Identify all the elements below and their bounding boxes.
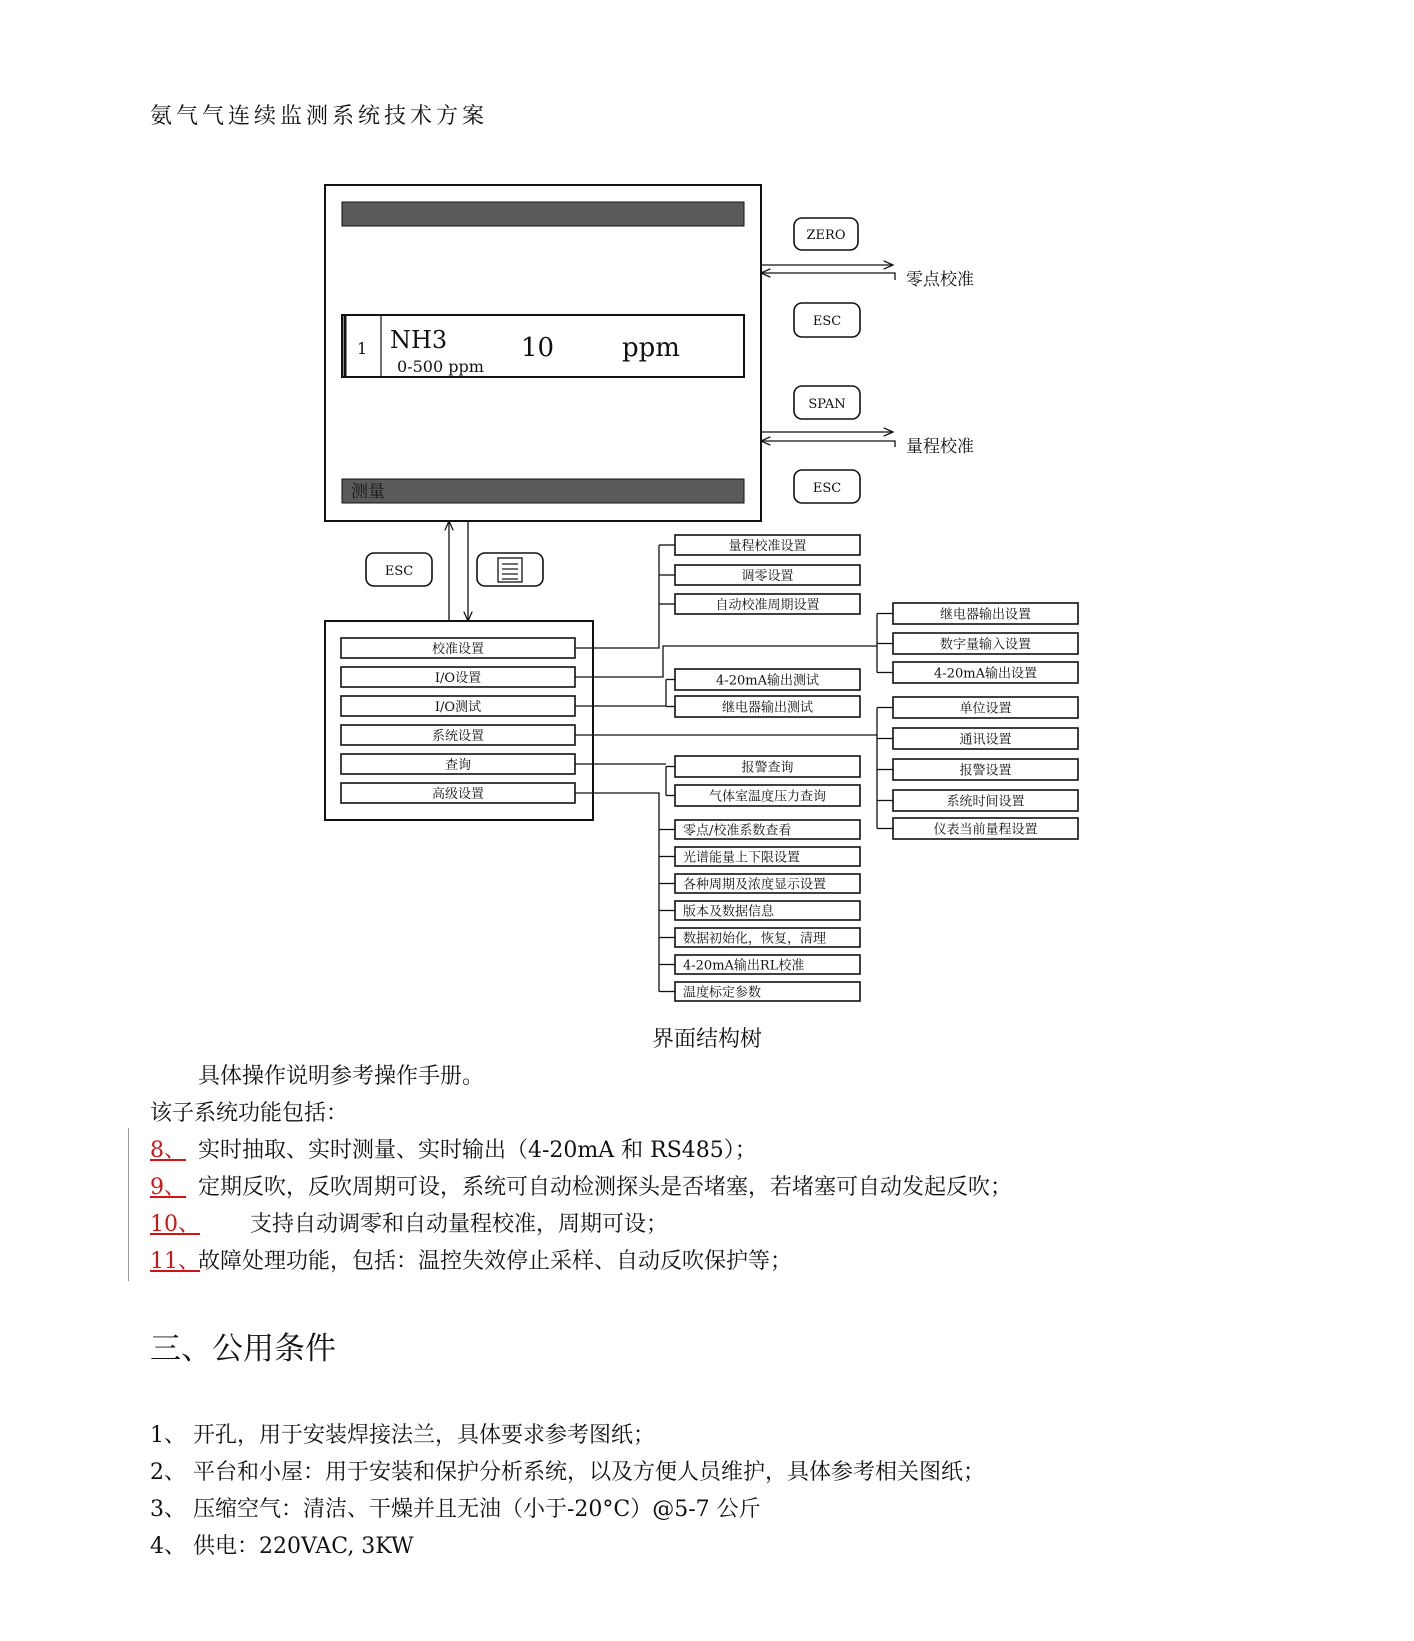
- submenu-advanced-item[interactable]: [675, 955, 860, 974]
- submenu-query-item[interactable]: [675, 756, 860, 777]
- feature-text: 故障处理功能，包括：温控失效停止采样、自动反吹保护等；: [198, 1249, 793, 1274]
- svg-text:系统时间设置: 系统时间设置: [946, 794, 1025, 810]
- gas-value: 10: [521, 333, 555, 363]
- span-button[interactable]: [794, 386, 860, 419]
- svg-text:量程校准设置: 量程校准设置: [728, 539, 807, 554]
- feature-item: [150, 1207, 668, 1238]
- svg-text:版本及数据信息: 版本及数据信息: [683, 904, 775, 920]
- section-title: 三、公用条件: [150, 1331, 336, 1367]
- submenu-io-settings-item[interactable]: [893, 633, 1078, 654]
- zero-calibration-label: 零点校准: [906, 270, 974, 290]
- menu-item[interactable]: [341, 754, 575, 774]
- gas-range: 0-500 ppm: [397, 357, 484, 376]
- gas-unit: ppm: [622, 333, 680, 363]
- svg-text:高级设置: 高级设置: [431, 787, 485, 802]
- svg-text:继电器输出测试: 继电器输出测试: [721, 700, 814, 716]
- revision-bar: [128, 1128, 129, 1281]
- menu-item[interactable]: [341, 638, 575, 658]
- svg-text:ESC: ESC: [812, 481, 842, 496]
- svg-text:光谱能量上下限设置: 光谱能量上下限设置: [683, 850, 801, 866]
- submenu-io-test-item[interactable]: [675, 696, 860, 717]
- svg-text:数字量输入设置: 数字量输入设置: [939, 637, 1032, 653]
- svg-text:I/O测试: I/O测试: [434, 700, 482, 715]
- feature-item: [150, 1133, 757, 1164]
- svg-text:ZERO: ZERO: [806, 228, 846, 243]
- svg-text:系统设置: 系统设置: [431, 729, 485, 744]
- esc-button-zero[interactable]: [794, 303, 860, 337]
- submenu-calibration-item[interactable]: [675, 535, 860, 555]
- condition-item: 2、 平台和小屋：用于安装和保护分析系统，以及方便人员维护，具体参考相关图纸；: [150, 1460, 985, 1485]
- diagram-caption: 界面结构树: [651, 1027, 762, 1052]
- svg-text:4-20mA输出测试: 4-20mA输出测试: [716, 673, 819, 689]
- feature-text: 实时抽取、实时测量、实时输出（4-20mA 和 RS485）；: [198, 1138, 757, 1163]
- esc-button-span[interactable]: [794, 470, 860, 503]
- mode-label: 测量: [351, 482, 385, 502]
- esc-button-menu[interactable]: [366, 553, 432, 586]
- submenu-advanced-item[interactable]: [675, 982, 860, 1001]
- submenu-advanced-item[interactable]: [675, 901, 860, 920]
- svg-text:4-20mA输出设置: 4-20mA输出设置: [934, 666, 1037, 682]
- svg-text:校准设置: 校准设置: [431, 642, 485, 657]
- submenu-advanced-item[interactable]: [675, 874, 860, 893]
- submenu-calibration-item[interactable]: [675, 594, 860, 614]
- svg-text:ESC: ESC: [384, 564, 414, 579]
- svg-text:温度标定参数: 温度标定参数: [683, 985, 762, 1001]
- menu-item[interactable]: [341, 667, 575, 687]
- span-calibration-label: 量程校准: [906, 437, 974, 457]
- svg-text:零点/校准系数查看: 零点/校准系数查看: [683, 823, 792, 839]
- zero-button[interactable]: [794, 218, 858, 250]
- submenu-io-test-item[interactable]: [675, 669, 860, 690]
- submenu-system-item[interactable]: [893, 728, 1078, 749]
- submenu-system-item[interactable]: [893, 697, 1078, 718]
- svg-text:报警查询: 报警查询: [741, 760, 794, 776]
- feature-number: 10、: [150, 1212, 200, 1237]
- submenu-calibration-item[interactable]: [675, 565, 860, 585]
- svg-text:通讯设置: 通讯设置: [959, 732, 1012, 748]
- gas-name: NH3: [390, 326, 448, 354]
- submenu-io-settings-item[interactable]: [893, 662, 1078, 683]
- svg-text:气体室温度压力查询: 气体室温度压力查询: [708, 789, 827, 805]
- display-top-bar: [342, 202, 744, 226]
- feature-text: 支持自动调零和自动量程校准，周期可设；: [250, 1212, 669, 1237]
- svg-text:报警设置: 报警设置: [959, 763, 1012, 779]
- svg-text:自动校准周期设置: 自动校准周期设置: [715, 598, 820, 613]
- condition-item: 1、 开孔，用于安装焊接法兰，具体要求参考图纸；: [150, 1423, 655, 1448]
- svg-text:查询: 查询: [444, 758, 472, 773]
- submenu-system-item[interactable]: [893, 759, 1078, 780]
- svg-text:各种周期及浓度显示设置: 各种周期及浓度显示设置: [683, 877, 827, 893]
- features-title: 该子系统功能包括：: [150, 1101, 349, 1126]
- menu-button[interactable]: [477, 553, 543, 586]
- display-status-bar: [342, 479, 744, 503]
- feature-item: [150, 1244, 792, 1275]
- svg-text:仪表当前量程设置: 仪表当前量程设置: [933, 822, 1038, 838]
- submenu-advanced-item[interactable]: [675, 820, 860, 839]
- submenu-io-settings-item[interactable]: [893, 603, 1078, 624]
- feature-number: 8、: [150, 1138, 186, 1163]
- submenu-advanced-item[interactable]: [675, 847, 860, 866]
- submenu-query-item[interactable]: [675, 785, 860, 806]
- svg-text:I/O设置: I/O设置: [434, 671, 482, 686]
- svg-text:SPAN: SPAN: [808, 397, 846, 412]
- svg-text:继电器输出设置: 继电器输出设置: [939, 607, 1032, 623]
- svg-text:4-20mA输出RL校准: 4-20mA输出RL校准: [683, 958, 805, 974]
- svg-text:数据初始化，恢复，清理: 数据初始化，恢复，清理: [683, 931, 827, 947]
- svg-text:单位设置: 单位设置: [959, 701, 1012, 717]
- svg-text:调零设置: 调零设置: [741, 569, 794, 584]
- condition-item: 4、 供电：220VAC, 3KW: [150, 1534, 414, 1559]
- submenu-system-item[interactable]: [893, 790, 1078, 811]
- menu-item[interactable]: [341, 725, 575, 745]
- intro-text: 具体操作说明参考操作手册。: [198, 1064, 485, 1089]
- feature-number: 9、: [150, 1175, 186, 1200]
- channel-number: 1: [357, 339, 368, 358]
- feature-item: [150, 1170, 1012, 1201]
- svg-text:ESC: ESC: [812, 314, 842, 329]
- submenu-system-item[interactable]: [893, 818, 1078, 839]
- condition-item: 3、 压缩空气：清洁、干燥并且无油（小于-20°C）@5-7 公斤: [150, 1497, 761, 1522]
- feature-text: 定期反吹，反吹周期可设，系统可自动检测探头是否堵塞，若堵塞可自动发起反吹；: [198, 1175, 1013, 1200]
- menu-item[interactable]: [341, 783, 575, 803]
- menu-item[interactable]: [341, 696, 575, 716]
- feature-number: 11、: [150, 1249, 200, 1274]
- document-header: 氨气气连续监测系统技术方案: [150, 104, 489, 129]
- submenu-advanced-item[interactable]: [675, 928, 860, 947]
